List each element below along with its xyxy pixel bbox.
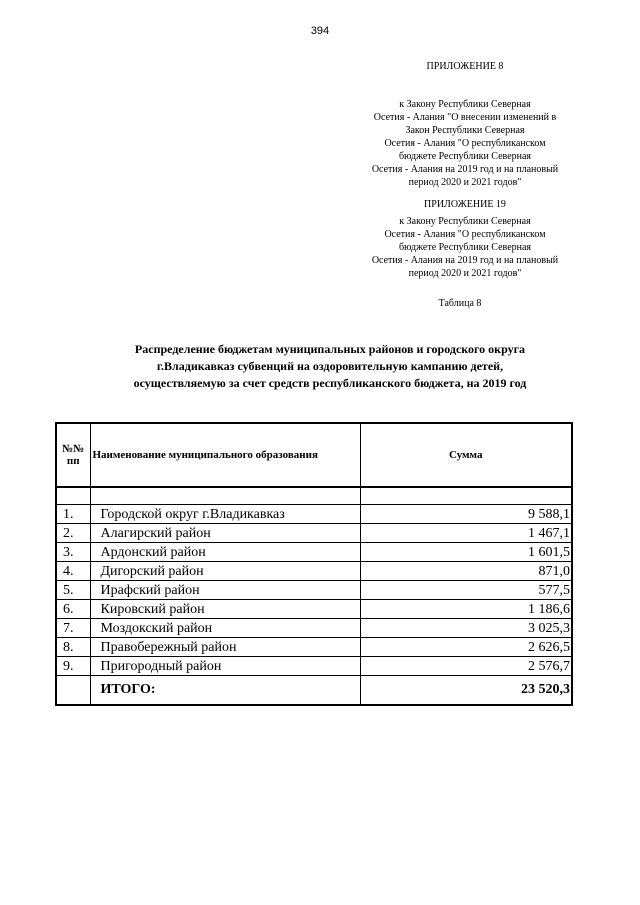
row-name: Дигорский район xyxy=(90,562,360,581)
row-sum: 1 467,1 xyxy=(360,524,572,543)
table-spacer-row xyxy=(56,487,572,505)
total-label: ИТОГО: xyxy=(90,676,360,706)
appendix-8-line: Закон Республики Северная xyxy=(405,125,525,136)
appendix-19-line: к Закону Республики Северная xyxy=(399,216,531,227)
table-row xyxy=(56,619,572,638)
appendix-8-line: период 2020 и 2021 годов" xyxy=(408,177,522,188)
row-name: Кировский район xyxy=(90,600,360,619)
appendix-19-line: Осетия - Алания "О республиканском xyxy=(384,229,546,240)
row-number: 8. xyxy=(56,638,90,657)
row-sum: 3 025,3 xyxy=(360,619,572,638)
row-name: Алагирский район xyxy=(90,524,360,543)
appendix-19-block xyxy=(350,198,580,280)
table-row xyxy=(56,505,572,524)
page-number: 394 xyxy=(310,25,330,37)
row-sum: 871,0 xyxy=(360,562,572,581)
row-number: 9. xyxy=(56,657,90,676)
subvention-table xyxy=(55,422,573,706)
table-row xyxy=(56,543,572,562)
row-number: 5. xyxy=(56,581,90,600)
document-heading xyxy=(90,341,570,392)
table-row xyxy=(56,581,572,600)
table-total-row xyxy=(56,676,572,706)
header-name: Наименование муниципального образования xyxy=(90,423,360,487)
row-number: 7. xyxy=(56,619,90,638)
row-number: 6. xyxy=(56,600,90,619)
row-sum: 1 186,6 xyxy=(360,600,572,619)
appendix-8-line: к Закону Республики Северная xyxy=(399,99,531,110)
table-row xyxy=(56,600,572,619)
appendix-19-line: бюджете Республики Северная xyxy=(398,242,532,253)
heading-line: г.Владикавказ субвенций на оздоровительную кампанию детей, xyxy=(156,359,504,373)
row-number: 1. xyxy=(56,505,90,524)
header-number xyxy=(56,423,90,487)
appendix-19-title: ПРИЛОЖЕНИЕ 19 xyxy=(424,199,506,210)
total-sum: 23 520,3 xyxy=(360,676,572,706)
header-number-line2: пп xyxy=(66,455,80,467)
table-header-row xyxy=(56,423,572,487)
appendix-8-line: Осетия - Алания на 2019 год и на плановый xyxy=(371,164,559,175)
row-sum: 2 626,5 xyxy=(360,638,572,657)
table-row xyxy=(56,657,572,676)
heading-line: осуществляемую за счет средств республиканского бюджета, на 2019 год xyxy=(133,376,527,390)
row-name: Пригородный район xyxy=(90,657,360,676)
appendix-8-line: Осетия - Алания "О республиканском xyxy=(384,138,546,149)
row-name: Правобережный район xyxy=(90,638,360,657)
row-sum: 9 588,1 xyxy=(360,505,572,524)
row-sum: 2 576,7 xyxy=(360,657,572,676)
header-number-line1: №№ xyxy=(62,443,85,455)
row-sum: 577,5 xyxy=(360,581,572,600)
table-row xyxy=(56,562,572,581)
row-number: 2. xyxy=(56,524,90,543)
appendix-19-line: Осетия - Алания на 2019 год и на плановый xyxy=(371,255,559,266)
table-row xyxy=(56,638,572,657)
heading-line: Распределение бюджетам муниципальных районов и городского округа xyxy=(134,342,526,356)
row-sum: 1 601,5 xyxy=(360,543,572,562)
appendix-8-line: бюджете Республики Северная xyxy=(398,151,532,162)
row-name: Городской округ г.Владикавказ xyxy=(90,505,360,524)
row-name: Моздокский район xyxy=(90,619,360,638)
table-label: Таблица 8 xyxy=(438,298,482,309)
row-name: Ирафский район xyxy=(90,581,360,600)
row-number: 4. xyxy=(56,562,90,581)
row-name: Ардонский район xyxy=(90,543,360,562)
appendix-8-line: Осетия - Алания "О внесении изменений в xyxy=(373,112,557,123)
appendix-8-title: ПРИЛОЖЕНИЕ 8 xyxy=(426,61,504,72)
appendix-8-block xyxy=(350,60,580,189)
table-row xyxy=(56,524,572,543)
appendix-19-line: период 2020 и 2021 годов" xyxy=(408,268,522,279)
header-sum: Сумма xyxy=(360,423,572,487)
row-number: 3. xyxy=(56,543,90,562)
